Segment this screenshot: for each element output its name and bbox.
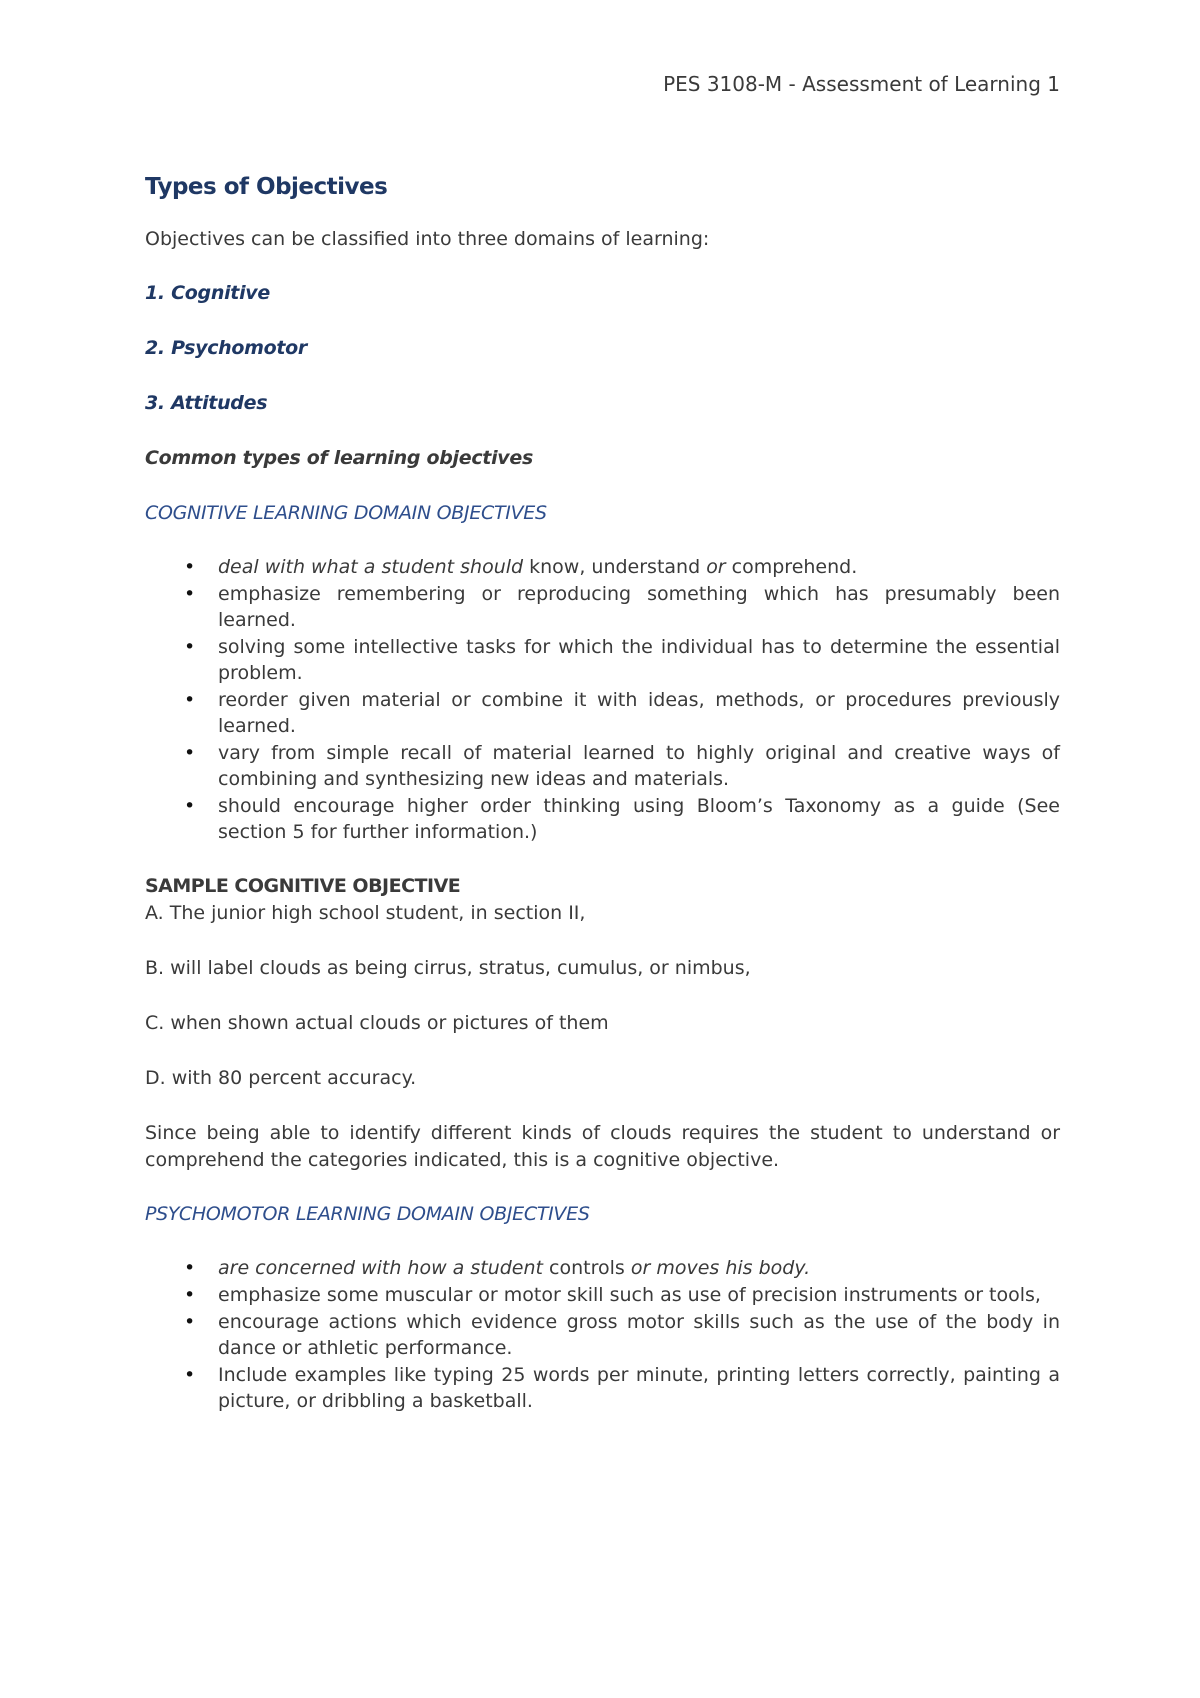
bullet-icon: • — [184, 1284, 196, 1306]
page-header: PES 3108-M - Assessment of Learning 1 — [663, 72, 1060, 96]
bullet-icon: • — [184, 636, 196, 658]
sample-line-b: B. will label clouds as being cirrus, stratus, cumulus, or nimbus, — [145, 957, 751, 979]
cognitive-bullet-list — [145, 554, 1060, 845]
sample-objective-title: SAMPLE COGNITIVE OBJECTIVE — [145, 875, 461, 897]
bullet-icon: • — [184, 1257, 196, 1279]
document-content — [145, 172, 1060, 1442]
psychomotor-section-heading: PSYCHOMOTOR LEARNING DOMAIN OBJECTIVES — [145, 1203, 590, 1225]
list-item: • emphasize remembering or reproducing something which has presumably been learned. — [184, 583, 1060, 631]
domain-item-cognitive: 1. Cognitive — [145, 282, 270, 304]
bullet-icon: • — [184, 583, 196, 605]
domain-item-psychomotor: 2. Psychomotor — [145, 337, 307, 359]
psychomotor-bullet-list — [145, 1255, 1060, 1414]
page-title: Types of Objectives — [145, 174, 388, 200]
sample-line-a: A. The junior high school student, in section II, — [145, 902, 586, 924]
list-item: • encourage actions which evidence gross motor skills such as the use of the body in dance or athletic performance. — [184, 1311, 1060, 1359]
list-item: • Include examples like typing 25 words per minute, printing letters correctly, painting a picture, or dribbling a basketball. — [184, 1364, 1060, 1412]
list-item: • solving some intellective tasks for which the individual has to determine the essential problem. — [184, 636, 1060, 684]
list-item: • are concerned with how a student controls or moves his body. — [184, 1257, 811, 1279]
common-types-heading: Common types of learning objectives — [145, 447, 533, 469]
sample-line-c: C. when shown actual clouds or pictures of them — [145, 1012, 609, 1034]
domain-item-attitudes: 3. Attitudes — [145, 392, 268, 414]
bullet-icon: • — [184, 556, 196, 578]
intro-paragraph: Objectives can be classified into three domains of learning: — [145, 228, 710, 250]
bullet-icon: • — [184, 1364, 196, 1386]
list-item: • deal with what a student should know, understand or comprehend. — [184, 556, 858, 578]
list-item: • vary from simple recall of material learned to highly original and creative ways of combining and synthesizing new ideas and materials. — [184, 742, 1060, 790]
cognitive-section-heading: COGNITIVE LEARNING DOMAIN OBJECTIVES — [145, 502, 547, 524]
sample-line-d: D. with 80 percent accuracy. — [145, 1067, 417, 1089]
bullet-icon: • — [184, 795, 196, 817]
list-item: • emphasize some muscular or motor skill such as use of precision instruments or tools, — [184, 1284, 1041, 1306]
sample-explanation: Since being able to identify different kinds of clouds requires the student to understand or comprehend the categories indicated, this is a cognitive objective. — [145, 1122, 1060, 1171]
bullet-icon: • — [184, 689, 196, 711]
list-item: • reorder given material or combine it with ideas, methods, or procedures previously learned. — [184, 689, 1060, 737]
list-item: • should encourage higher order thinking using Bloom’s Taxonomy as a guide (See section 5 for further information.) — [184, 795, 1060, 843]
bullet-icon: • — [184, 1311, 196, 1333]
bullet-icon: • — [184, 742, 196, 764]
document-page — [145, 0, 1060, 1698]
